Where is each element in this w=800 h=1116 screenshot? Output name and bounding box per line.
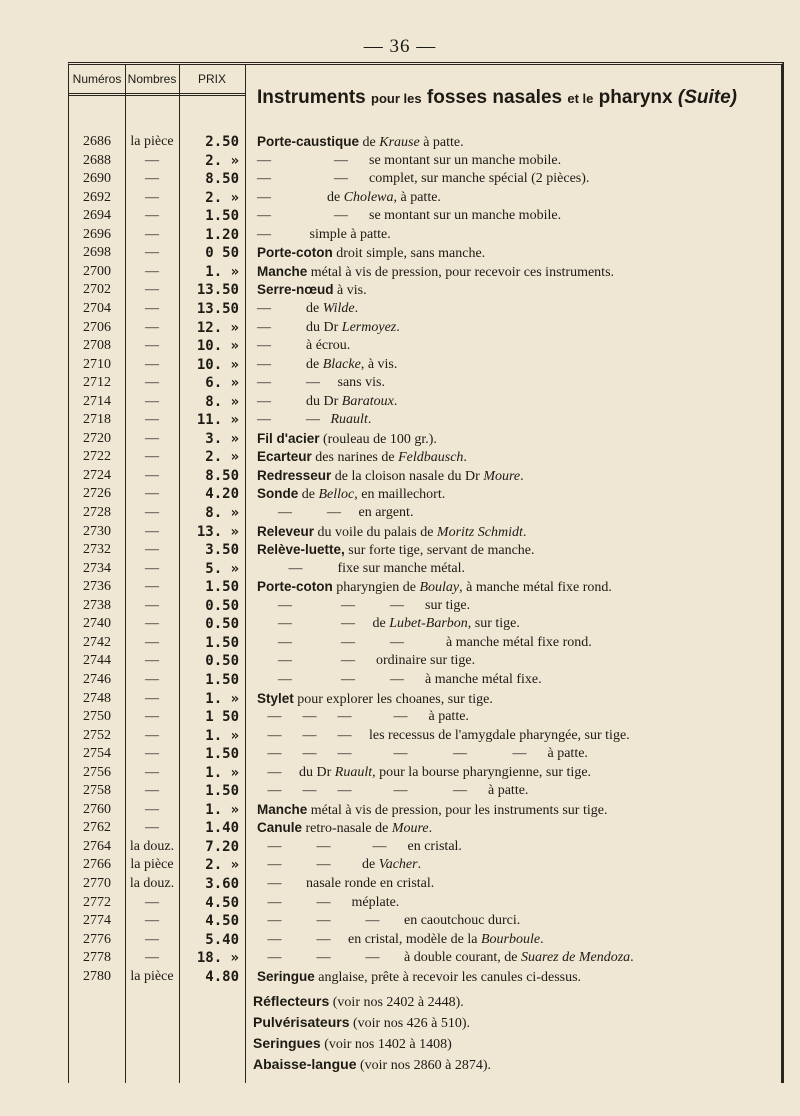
- item-number: 2736: [83, 579, 111, 595]
- title-part: Instruments: [257, 87, 366, 108]
- item-quantity: —: [145, 913, 159, 929]
- item-description: Serre-nœud à vis.: [257, 282, 367, 299]
- item-quantity: —: [145, 801, 159, 817]
- item-price: 13.50: [196, 282, 239, 299]
- item-price: 1.40: [205, 820, 239, 837]
- item-description: — — sans vis.: [257, 375, 385, 391]
- item-quantity: —: [145, 505, 159, 520]
- item-description: — nasale ronde en cristal.: [257, 876, 435, 891]
- item-quantity: —: [145, 449, 159, 465]
- item-description: — — — — — — à patte.: [257, 746, 588, 762]
- item-number: 2720: [83, 430, 111, 446]
- item-number: 2750: [83, 709, 111, 725]
- item-description: Sonde de Belloc, en maillechort.: [257, 486, 446, 503]
- item-price: 7.20: [205, 838, 239, 855]
- item-price: 5.40: [205, 931, 239, 948]
- item-description: — — méplate.: [257, 894, 400, 910]
- item-quantity: —: [145, 597, 159, 613]
- item-quantity: —: [145, 709, 159, 725]
- item-description: — — — à manche métal fixe.: [257, 671, 542, 687]
- table-row: [69, 578, 781, 596]
- item-price: 10. »: [196, 338, 239, 355]
- table-row: [69, 133, 781, 151]
- item-number: 2712: [83, 375, 111, 391]
- table-row: [69, 300, 781, 318]
- item-description: — — Ruault.: [257, 412, 372, 428]
- item-number: 2724: [83, 467, 111, 483]
- item-number: 2686: [83, 134, 111, 149]
- item-description: — — se montant sur un manche mobile.: [257, 152, 562, 168]
- table-row: [69, 263, 781, 281]
- item-price: 1. »: [205, 764, 239, 781]
- column-header-prix: PRIX: [197, 72, 226, 86]
- table-row: [69, 393, 781, 411]
- table-row: [69, 411, 781, 429]
- item-price: 2.50: [205, 134, 239, 150]
- reference-line: Seringues (voir nos 1402 à 1408): [253, 1035, 452, 1052]
- item-description: — — — en caoutchouc durci.: [257, 913, 521, 929]
- table-row: [69, 319, 781, 337]
- item-quantity: —: [145, 764, 159, 780]
- item-quantity: la douz.: [129, 838, 175, 854]
- item-price: 11. »: [196, 412, 239, 429]
- table-row: [69, 244, 781, 262]
- item-price: 0.50: [205, 653, 239, 670]
- item-quantity: —: [145, 208, 159, 224]
- table-row: [69, 337, 781, 355]
- table-row: [69, 189, 781, 207]
- table-row: [69, 931, 781, 949]
- item-description: Ecarteur des narines de Feldbausch.: [257, 449, 467, 466]
- item-number: 2748: [83, 690, 111, 706]
- table-row: [69, 523, 781, 541]
- item-quantity: —: [145, 319, 159, 335]
- item-price: 1.50: [205, 671, 239, 688]
- item-description: — — — sur tige.: [257, 597, 471, 613]
- item-price: 3.60: [205, 876, 239, 892]
- item-description: — — — à manche métal fixe rond.: [257, 634, 592, 650]
- item-price: 13.50: [196, 300, 239, 317]
- item-description: — fixe sur manche métal.: [257, 560, 466, 576]
- column-header-nombres: Nombres: [127, 72, 177, 86]
- table-row: [69, 634, 781, 652]
- item-price: 6. »: [205, 375, 239, 392]
- table-row: [69, 152, 781, 170]
- item-number: 2688: [83, 152, 111, 168]
- item-quantity: —: [145, 894, 159, 910]
- item-quantity: la pièce: [130, 968, 174, 984]
- item-quantity: —: [145, 375, 159, 391]
- table-row: [69, 727, 781, 745]
- item-price: 0.50: [205, 597, 239, 614]
- reference-line: Pulvérisateurs (voir nos 426 à 510).: [253, 1014, 471, 1031]
- table-row: [69, 801, 781, 819]
- item-quantity: —: [145, 653, 159, 669]
- item-number: 2718: [83, 412, 111, 428]
- item-quantity: —: [145, 671, 159, 687]
- item-description: — à écrou.: [257, 338, 351, 354]
- item-number: 2730: [83, 523, 111, 539]
- table-row: [69, 838, 781, 856]
- item-price: 1.20: [205, 226, 239, 243]
- item-number: 2780: [83, 968, 111, 984]
- item-number: 2722: [83, 449, 111, 465]
- item-description: — — en argent.: [257, 505, 414, 520]
- item-quantity: —: [145, 616, 159, 632]
- item-quantity: —: [145, 950, 159, 966]
- item-description: Relève-luette, sur forte tige, servant de manche.: [257, 542, 535, 559]
- item-price: 1. »: [205, 263, 239, 280]
- item-number: 2690: [83, 171, 111, 187]
- table-row: [69, 782, 781, 800]
- item-description: Canule retro-nasale de Moure.: [257, 820, 433, 837]
- item-description: — de Wilde.: [257, 300, 359, 316]
- item-price: 3. »: [205, 430, 239, 447]
- table-row: [69, 170, 781, 188]
- item-description: — du Dr Lermoyez.: [257, 319, 400, 335]
- item-price: 1.50: [205, 634, 239, 651]
- item-number: 2710: [83, 356, 111, 372]
- item-description: — — — à double courant, de Suarez de Mendoza.: [257, 950, 634, 966]
- column-header-numeros: Numéros: [72, 72, 122, 86]
- item-quantity: —: [145, 393, 159, 409]
- item-description: Seringue anglaise, prête à recevoir les canules ci-dessus.: [257, 968, 582, 985]
- item-number: 2760: [83, 801, 111, 817]
- item-price: 1. »: [205, 727, 239, 744]
- item-quantity: —: [145, 690, 159, 706]
- item-quantity: —: [145, 171, 159, 187]
- table-row: [69, 949, 781, 967]
- table-row: [69, 560, 781, 578]
- item-number: 2778: [83, 950, 111, 966]
- item-price: 2. »: [205, 189, 239, 206]
- item-price: 12. »: [196, 319, 239, 336]
- item-price: 0 50: [205, 245, 239, 262]
- item-number: 2696: [83, 226, 111, 242]
- page-number: — 36 —: [363, 36, 437, 57]
- item-number: 2698: [83, 245, 111, 261]
- item-description: Porte-coton droit simple, sans manche.: [257, 245, 486, 262]
- item-number: 2728: [83, 505, 111, 520]
- table-row: [69, 708, 781, 726]
- item-description: — simple à patte.: [257, 226, 391, 242]
- item-description: Porte-caustique de Krause à patte.: [257, 134, 464, 150]
- item-price: 1. »: [205, 801, 239, 818]
- item-quantity: —: [145, 486, 159, 502]
- item-quantity: —: [145, 152, 159, 168]
- table-row: [69, 819, 781, 837]
- item-price: 4.50: [205, 894, 239, 911]
- table-row: [69, 467, 781, 485]
- item-quantity: —: [145, 282, 159, 298]
- item-number: 2766: [83, 857, 111, 873]
- table-row: [69, 485, 781, 503]
- item-description: Manche métal à vis de pression, pour les instruments sur tige.: [257, 801, 608, 818]
- item-price: 8.50: [205, 171, 239, 188]
- item-number: 2770: [83, 876, 111, 891]
- item-description: — du Dr Baratoux.: [257, 393, 398, 409]
- item-number: 2702: [83, 282, 111, 298]
- item-quantity: —: [145, 560, 159, 576]
- item-price: 18. »: [196, 950, 239, 967]
- item-price: 2. »: [205, 152, 239, 169]
- title-part: (Suite): [677, 87, 737, 108]
- item-number: 2746: [83, 671, 111, 687]
- table-row: [69, 281, 781, 299]
- item-description: — du Dr Ruault, pour la bourse pharyngienne, sur tige.: [257, 764, 592, 780]
- item-price: 2. »: [205, 449, 239, 466]
- item-price: 0.50: [205, 616, 239, 633]
- item-quantity: —: [145, 542, 159, 558]
- table-row: [69, 504, 781, 522]
- item-quantity: —: [145, 523, 159, 539]
- item-price: 8. »: [205, 505, 239, 521]
- item-number: 2762: [83, 820, 111, 836]
- item-quantity: —: [145, 579, 159, 595]
- item-description: — — — — à patte.: [257, 709, 469, 725]
- item-quantity: —: [145, 467, 159, 483]
- item-quantity: —: [145, 412, 159, 428]
- item-price: 8.50: [205, 467, 239, 484]
- table-row: [69, 652, 781, 670]
- item-price: 10. »: [196, 356, 239, 373]
- item-price: 13. »: [196, 523, 239, 540]
- table-row: [69, 875, 781, 893]
- item-description: Redresseur de la cloison nasale du Dr Moure.: [257, 467, 524, 484]
- item-number: 2742: [83, 634, 111, 650]
- item-quantity: —: [145, 300, 159, 316]
- table-row: [69, 226, 781, 244]
- item-number: 2700: [83, 263, 111, 279]
- item-price: 4.50: [205, 913, 239, 930]
- item-price: 1.50: [205, 746, 239, 763]
- item-number: 2744: [83, 653, 111, 669]
- item-description: — — se montant sur un manche mobile.: [257, 208, 562, 224]
- item-price: 2. »: [205, 857, 239, 874]
- item-number: 2756: [83, 764, 111, 780]
- item-price: 5. »: [205, 560, 239, 577]
- item-price: 1 50: [205, 709, 239, 726]
- item-price: 4.20: [205, 486, 239, 503]
- item-number: 2764: [83, 838, 111, 854]
- item-quantity: la pièce: [130, 857, 174, 873]
- item-number: 2774: [83, 913, 111, 929]
- item-quantity: —: [145, 634, 159, 650]
- item-description: Porte-coton pharyngien de Boulay, à manche métal fixe rond.: [257, 579, 612, 596]
- item-quantity: —: [145, 245, 159, 261]
- item-number: 2708: [83, 338, 111, 354]
- table-row: [69, 615, 781, 633]
- item-number: 2692: [83, 189, 111, 205]
- title-part: pour les: [371, 91, 422, 106]
- table-row: [69, 671, 781, 689]
- item-number: 2694: [83, 208, 111, 224]
- table-row: [69, 374, 781, 392]
- item-number: 2738: [83, 597, 111, 613]
- table-row: [69, 448, 781, 466]
- item-description: — — de Vacher.: [257, 857, 422, 873]
- item-price: 3.50: [205, 542, 239, 559]
- item-quantity: la pièce: [130, 134, 174, 149]
- item-description: — — en cristal, modèle de la Bourboule.: [257, 931, 544, 947]
- item-price: 1.50: [205, 783, 239, 800]
- table-row: [69, 207, 781, 225]
- reference-line: Abaisse-langue (voir nos 2860 à 2874).: [253, 1056, 492, 1073]
- item-number: 2772: [83, 894, 111, 910]
- table-row: [69, 912, 781, 930]
- item-description: — de Blacke, à vis.: [257, 356, 398, 372]
- item-price: 1.50: [205, 579, 239, 596]
- item-description: — — — — — à patte.: [257, 783, 529, 799]
- item-number: 2754: [83, 746, 111, 762]
- item-quantity: —: [145, 263, 159, 279]
- item-number: 2726: [83, 486, 111, 502]
- table-row: [69, 968, 781, 986]
- item-description: Stylet pour explorer les choanes, sur tige.: [257, 690, 493, 707]
- item-number: 2732: [83, 542, 111, 558]
- table-row: [69, 856, 781, 874]
- item-description: — — ordinaire sur tige.: [257, 653, 476, 669]
- item-description: Manche métal à vis de pression, pour recevoir ces instruments.: [257, 263, 615, 280]
- item-number: 2758: [83, 783, 111, 799]
- item-number: 2704: [83, 300, 111, 316]
- table-row: [69, 597, 781, 615]
- item-number: 2714: [83, 393, 111, 409]
- item-quantity: —: [145, 226, 159, 242]
- item-description: — — de Lubet-Barbon, sur tige.: [257, 616, 520, 632]
- item-quantity: —: [145, 746, 159, 762]
- reference-line: Réflecteurs (voir nos 2402 à 2448).: [253, 993, 464, 1010]
- item-quantity: —: [145, 189, 159, 205]
- item-price: 8. »: [205, 393, 239, 410]
- item-number: 2734: [83, 560, 111, 576]
- item-number: 2740: [83, 616, 111, 632]
- title-part: et le: [567, 91, 594, 106]
- item-quantity: —: [145, 430, 159, 446]
- table-row: [69, 745, 781, 763]
- item-quantity: —: [145, 356, 159, 372]
- item-description: Releveur du voile du palais de Moritz Schmidt.: [257, 523, 527, 540]
- item-price: 1.50: [205, 208, 239, 225]
- table-row: [69, 356, 781, 374]
- item-quantity: —: [145, 338, 159, 354]
- item-number: 2752: [83, 727, 111, 743]
- item-number: 2706: [83, 319, 111, 335]
- table-row: [69, 430, 781, 448]
- item-quantity: la douz.: [129, 876, 175, 891]
- section-title: [257, 87, 737, 109]
- item-description: — — complet, sur manche spécial (2 pièces).: [257, 171, 590, 187]
- title-part: pharynx: [598, 87, 673, 108]
- item-quantity: —: [145, 783, 159, 799]
- item-description: Fil d'acier (rouleau de 100 gr.).: [257, 430, 437, 447]
- item-quantity: —: [145, 727, 159, 743]
- item-quantity: —: [145, 931, 159, 947]
- item-number: 2776: [83, 931, 111, 947]
- item-price: 1. »: [205, 690, 239, 707]
- table-row: [69, 764, 781, 782]
- title-part: fosses nasales: [426, 87, 563, 108]
- table-row: [69, 894, 781, 912]
- item-description: — de Cholewa, à patte.: [257, 189, 441, 205]
- item-quantity: —: [145, 820, 159, 836]
- item-price: 4.80: [205, 968, 239, 985]
- table-row: [69, 690, 781, 708]
- table-row: [69, 541, 781, 559]
- item-description: — — — les recessus de l'amygdale pharyngée, sur tige.: [257, 727, 630, 743]
- item-description: — — — en cristal.: [257, 838, 462, 854]
- header-rule: [69, 93, 245, 96]
- catalog-table: [68, 62, 784, 1083]
